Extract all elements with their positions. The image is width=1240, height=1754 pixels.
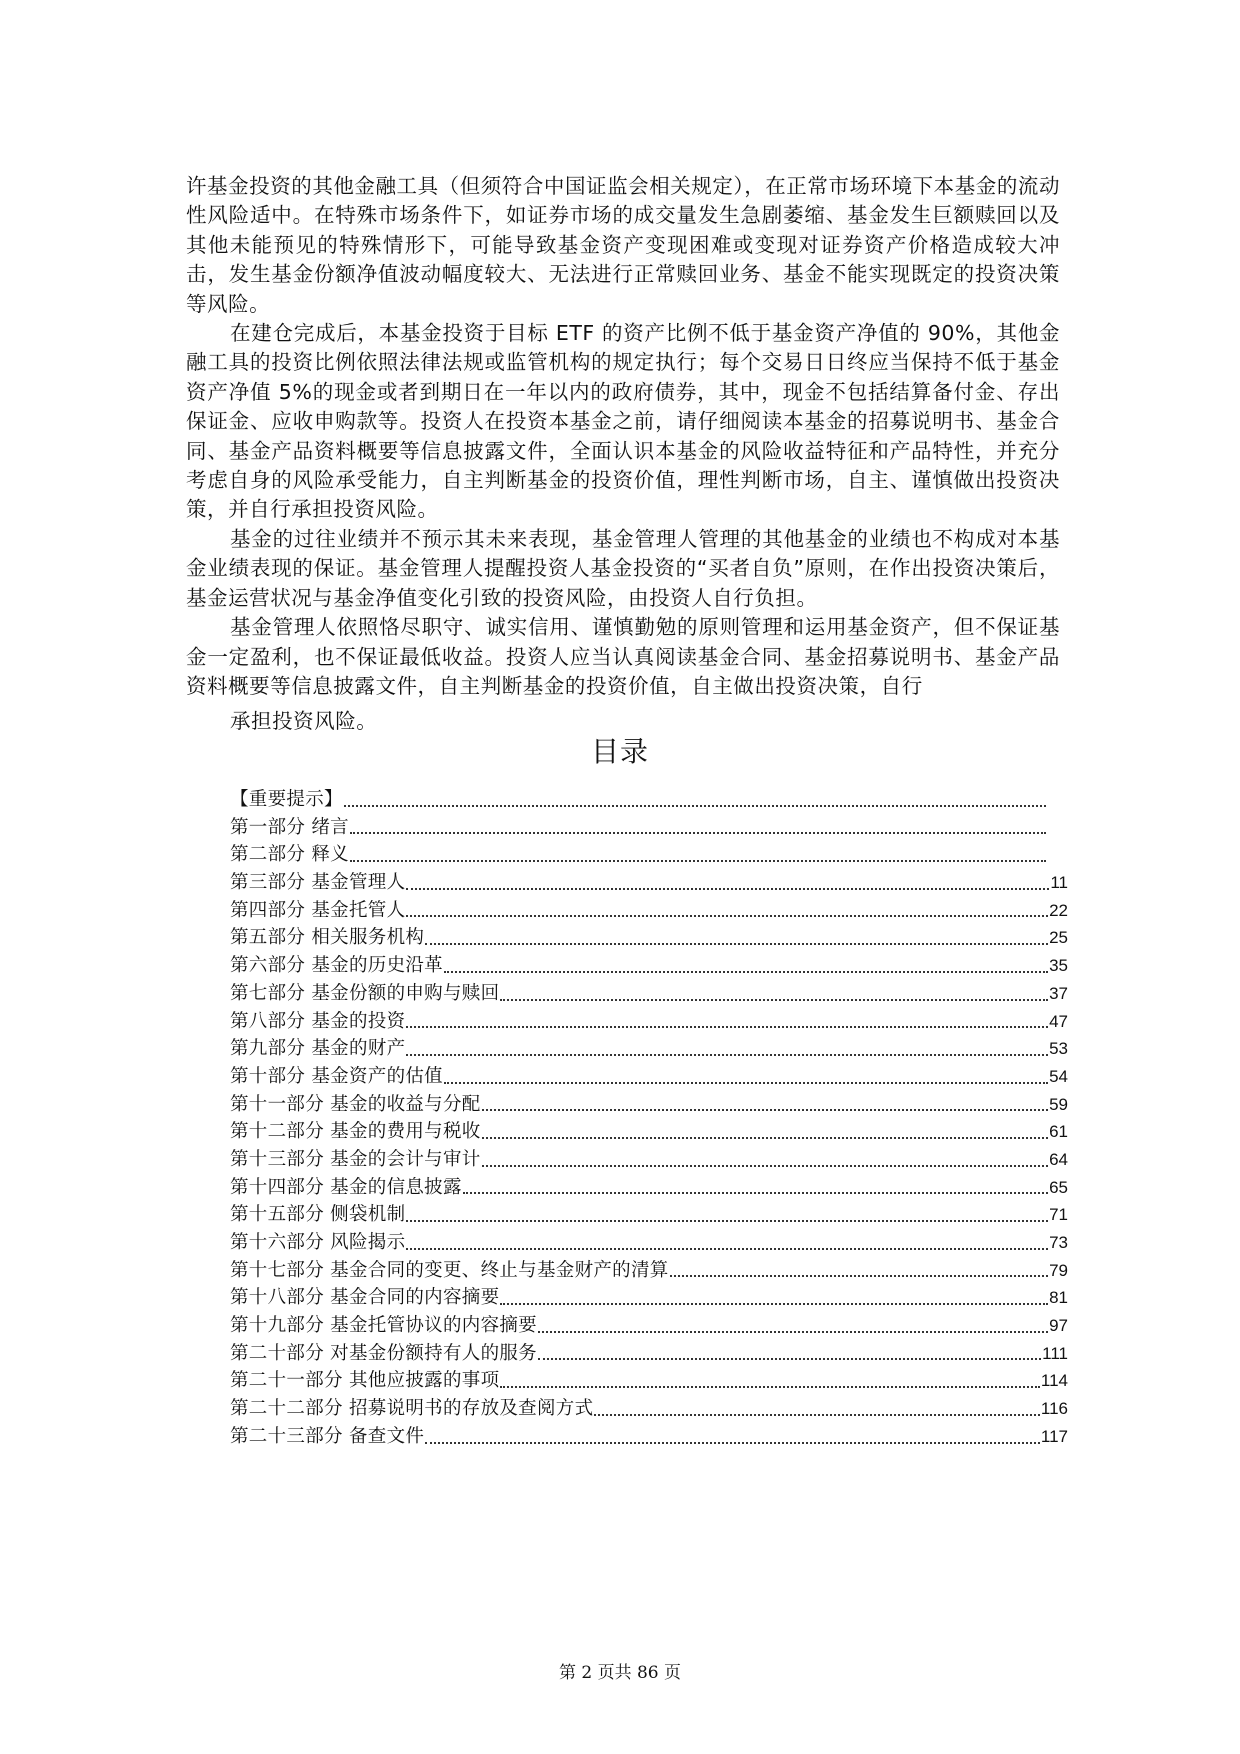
- body-text: [186, 172, 1060, 737]
- toc-entry-label: 第七部分 基金份额的申购与赎回: [230, 982, 500, 1004]
- toc-dot-leader: [344, 805, 1046, 807]
- toc-dot-leader: [406, 1054, 1048, 1056]
- toc-entry-label: 第十二部分 基金的费用与税收: [230, 1121, 481, 1143]
- toc-entry-page-number: 59: [1049, 1094, 1068, 1114]
- toc-entry[interactable]: [230, 1340, 1068, 1368]
- toc-entry-page-number: 35: [1049, 956, 1068, 976]
- toc-dot-leader: [594, 1414, 1040, 1416]
- paragraph-manager-disclaimer-text: 基金管理人依照恪尽职守、诚实信用、谨慎勤勉的原则管理和运用基金资产，但不保证基金一定盈利，也不保证最低收益。投资人应当认真阅读基金合同、基金招募说明书、基金产品资料概要等信息披露文件，自主判断基金的投资价值，自主做出投资决策，自行: [186, 615, 1060, 698]
- toc-dot-leader: [406, 1220, 1048, 1222]
- toc-entry-label: 第十部分 基金资产的估值: [230, 1065, 443, 1087]
- toc-entry-page-number: 111: [1042, 1343, 1068, 1363]
- page-footer: 第 2 页共 86 页: [558, 1663, 682, 1683]
- toc-entry[interactable]: [230, 786, 1068, 814]
- toc-entry-page-number: 117: [1040, 1426, 1068, 1446]
- toc-entry-page-number: 53: [1049, 1039, 1068, 1059]
- toc-entry-page-number: 79: [1049, 1260, 1068, 1280]
- toc-entry-label: 第二部分 释义: [230, 844, 349, 866]
- toc-entry[interactable]: [230, 1091, 1068, 1119]
- toc-entry-page-number: 54: [1049, 1066, 1068, 1086]
- paragraph-past-performance: 基金的过往业绩并不预示其未来表现，基金管理人管理的其他基金的业绩也不构成对本基金业绩表现的保证。基金管理人提醒投资人基金投资的“买者自负”原则，在作出投资决策后，基金运营状况与基金净值变化引致的投资风险，由投资人自行负担。: [186, 526, 1060, 610]
- toc-entry[interactable]: [230, 1395, 1068, 1423]
- toc-entry-page-number: 37: [1049, 983, 1068, 1003]
- toc-entry-label: 第四部分 基金托管人: [230, 899, 406, 921]
- toc-entry[interactable]: [230, 1229, 1068, 1257]
- toc-entry-page-number: 114: [1040, 1371, 1068, 1391]
- toc-entry-page-number: 71: [1049, 1205, 1068, 1225]
- toc-entry-label: 第十七部分 基金合同的变更、终止与基金财产的清算: [230, 1259, 669, 1281]
- toc-entry-label: 第五部分 相关服务机构: [230, 927, 425, 949]
- paragraph-manager-disclaimer: [186, 613, 1060, 737]
- toc-dot-leader: [482, 1137, 1048, 1139]
- toc-entry[interactable]: [230, 980, 1068, 1008]
- toc-dot-leader: [406, 888, 1049, 890]
- toc-dot-leader: [350, 860, 1046, 862]
- toc-dot-leader: [538, 1331, 1048, 1333]
- paragraph-investment-ratio: 在建仓完成后，本基金投资于目标 ETF 的资产比例不低于基金资产净值的 90%，其他金融工具的投资比例依照法律法规或监管机构的规定执行；每个交易日日终应当保持不低于基金资产净值 5%的现金或者到期日在一年以内的政府债券，其中，现金不包括结算备付金、存出保证金、应收申购款等。投资人在投资本基金之前，请仔细阅读本基金的招募说明书、基金合同、基金产品资料概要等信息披露文件，全面认识本基金的风险收益特征和产品特性，并充分考虑自身的风险承受能力，自主判断基金的投资价值，理性判断市场，自主、谨慎做出投资决策，并自行承担投资风险。: [186, 321, 1060, 522]
- toc-entry-label: 第六部分 基金的历史沿革: [230, 955, 443, 977]
- toc-entry-label: 第十三部分 基金的会计与审计: [230, 1148, 481, 1170]
- toc-entry-label: 第二十部分 对基金份额持有人的服务: [230, 1342, 537, 1364]
- toc-entry[interactable]: [230, 924, 1068, 952]
- toc-entry-label: 第二十二部分 招募说明书的存放及查阅方式: [230, 1398, 594, 1420]
- toc-dot-leader: [500, 1303, 1048, 1305]
- toc-entry[interactable]: [230, 1284, 1068, 1312]
- toc-dot-leader: [425, 1442, 1040, 1444]
- toc-entry-page-number: 65: [1049, 1177, 1068, 1197]
- toc-dot-leader: [482, 1109, 1048, 1111]
- toc-entry-label: 第九部分 基金的财产: [230, 1038, 406, 1060]
- table-of-contents: [230, 786, 1068, 1451]
- toc-entry[interactable]: [230, 1146, 1068, 1174]
- toc-dot-leader: [350, 832, 1046, 834]
- toc-entry[interactable]: [230, 952, 1068, 980]
- toc-entry[interactable]: [230, 1201, 1068, 1229]
- toc-dot-leader: [406, 1026, 1048, 1028]
- toc-dot-leader: [482, 1165, 1048, 1167]
- toc-entry-label: 第一部分 绪言: [230, 816, 349, 838]
- toc-entry-page-number: 64: [1049, 1149, 1068, 1169]
- toc-entry[interactable]: [230, 1063, 1068, 1091]
- toc-entry-page-number: 25: [1049, 928, 1068, 948]
- toc-entry[interactable]: [230, 1312, 1068, 1340]
- toc-entry[interactable]: [230, 841, 1068, 869]
- toc-entry-page-number: 97: [1049, 1316, 1068, 1336]
- toc-entry-label: 第十五部分 侧袋机制: [230, 1204, 406, 1226]
- toc-entry[interactable]: [230, 1035, 1068, 1063]
- paragraph-manager-disclaimer-tail: 承担投资风险。: [230, 709, 378, 734]
- paragraph-liquidity-risk: 许基金投资的其他金融工具（但须符合中国证监会相关规定），在正常市场环境下本基金的流动性风险适中。在特殊市场条件下，如证券市场的成交量发生急剧萎缩、基金发生巨额赎回以及其他未能预见的特殊情形下，可能导致基金资产变现困难或变现对证券资产价格造成较大冲击，发生基金份额净值波动幅度较大、无法进行正常赎回业务、基金不能实现既定的投资决策等风险。: [186, 174, 1060, 316]
- toc-entry-label: 第十一部分 基金的收益与分配: [230, 1093, 481, 1115]
- toc-entry[interactable]: [230, 1257, 1068, 1285]
- toc-dot-leader: [444, 1082, 1048, 1084]
- toc-entry-page-number: 61: [1049, 1122, 1068, 1142]
- toc-dot-leader: [670, 1275, 1048, 1277]
- toc-entry-label: 【重要提示】: [230, 789, 343, 810]
- toc-entry[interactable]: [230, 1423, 1068, 1451]
- toc-entry[interactable]: [230, 814, 1068, 842]
- toc-entry-label: 第十九部分 基金托管协议的内容摘要: [230, 1315, 537, 1337]
- toc-dot-leader: [444, 971, 1048, 973]
- toc-entry-page-number: 73: [1049, 1233, 1068, 1252]
- toc-entry-label: 第八部分 基金的投资: [230, 1010, 406, 1032]
- toc-entry-page-number: 11: [1050, 873, 1068, 893]
- toc-dot-leader: [406, 1248, 1048, 1250]
- toc-dot-leader: [425, 943, 1048, 945]
- toc-dot-leader: [538, 1358, 1041, 1360]
- toc-entry-label: 第二十一部分 其他应披露的事项: [230, 1370, 500, 1392]
- toc-entry[interactable]: [230, 897, 1068, 925]
- toc-dot-leader: [500, 999, 1048, 1001]
- toc-entry-page-number: 116: [1040, 1399, 1068, 1419]
- toc-entry[interactable]: [230, 1367, 1068, 1395]
- toc-entry-page-number: 47: [1049, 1011, 1068, 1031]
- toc-entry[interactable]: [230, 869, 1068, 897]
- toc-entry-page-number: 22: [1049, 900, 1068, 920]
- toc-entry-label: 第十六部分 风险揭示: [230, 1232, 406, 1253]
- toc-dot-leader: [463, 1192, 1048, 1194]
- toc-entry-label: 第二十三部分 备查文件: [230, 1425, 425, 1447]
- toc-entry-label: 第十八部分 基金合同的内容摘要: [230, 1287, 500, 1309]
- toc-entry[interactable]: [230, 1118, 1068, 1146]
- toc-entry-label: 第三部分 基金管理人: [230, 872, 406, 894]
- toc-entry-label: 第十四部分 基金的信息披露: [230, 1176, 462, 1198]
- toc-dot-leader: [406, 915, 1048, 917]
- toc-entry[interactable]: [230, 1008, 1068, 1036]
- toc-entry[interactable]: [230, 1174, 1068, 1202]
- toc-title: 目录: [590, 735, 649, 768]
- toc-entry-page-number: 81: [1049, 1288, 1068, 1308]
- toc-dot-leader: [500, 1386, 1040, 1388]
